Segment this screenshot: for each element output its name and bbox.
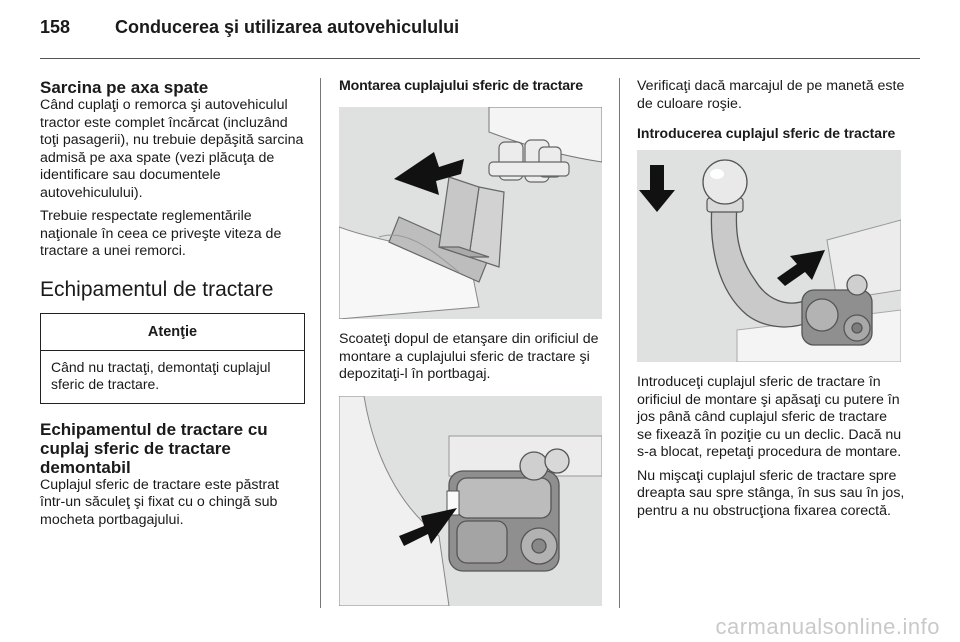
page-header [40, 17, 459, 38]
page-number: 158 [40, 17, 71, 37]
detachable-heading: Echipamentul de tractare cu cuplaj sferic de tractare demontabil [40, 419, 268, 477]
mounting-heading: Montarea cuplajului sferic de tractare [339, 78, 583, 94]
column-middle [339, 78, 602, 606]
insert-heading: Introducerea cuplajul sferic de tractare [637, 125, 896, 141]
sealing-plug-removal-illustration [339, 107, 602, 319]
mounting-paragraph: Scoateţi dopul de etanşare din orificiul de montare a cuplajului sferic de tractare şi depozitaţi-l în portbagaj. [339, 331, 599, 382]
rear-axle-paragraph-2: Trebuie respectate reglementările naţionale în ceea ce priveşte viteza de tractare a unei remorci. [40, 208, 282, 259]
header-rule [40, 58, 920, 59]
towing-equipment-heading: Echipamentul de tractare [40, 277, 274, 301]
detachable-paragraph: Cuplajul sferic de tractare este păstrat într-un săculeţ şi fixat cu o chingă sub mocheta portbagajului. [40, 476, 279, 528]
column-divider-1 [320, 78, 321, 608]
column-right [637, 78, 905, 526]
insert-paragraph-2: Nu mişcaţi cuplajul sferic de tractare spre dreapta sau spre stânga, în sus sau în jos, pentru a nu obstrucţiona fixarea corectă. [637, 467, 905, 519]
check-marking-paragraph: Verificaţi dacă marcajul de pe manetă este de culoare roşie. [637, 78, 905, 112]
check-mark-illustration [339, 396, 602, 606]
insert-paragraph-1: Introduceţi cuplajul sferic de tractare în orificiul de montare şi apăsaţi cu putere în jos până când cuplajul sferic de tractare se fixează în poziţie cu un declic. Dacă nu s-a blocat, repetaţi procedura de montare. [637, 374, 902, 460]
ball-coupling-insertion-illustration [637, 150, 901, 362]
column-divider-2 [619, 78, 620, 608]
column-left [40, 78, 305, 535]
warning-title: Atenţie [41, 314, 304, 351]
watermark: carmanualsonline.info [715, 614, 940, 639]
warning-box [40, 313, 305, 404]
rear-axle-paragraph-1: Când cuplaţi o remorca şi autovehiculul tractor este complet încărcat (incluzând toţi pasagerii), nu trebuie depăşită sarcina admisă pe axa spate (vezi plăcuţa de identificare sau documentele autovehiculului). [40, 97, 304, 201]
page-title: Conducerea şi utilizarea autovehiculului [115, 17, 460, 37]
warning-text: Când nu tractaţi, demontaţi cuplajul sferic de tractare. [51, 358, 271, 392]
rear-axle-heading: Sarcina pe axa spate [40, 78, 209, 97]
